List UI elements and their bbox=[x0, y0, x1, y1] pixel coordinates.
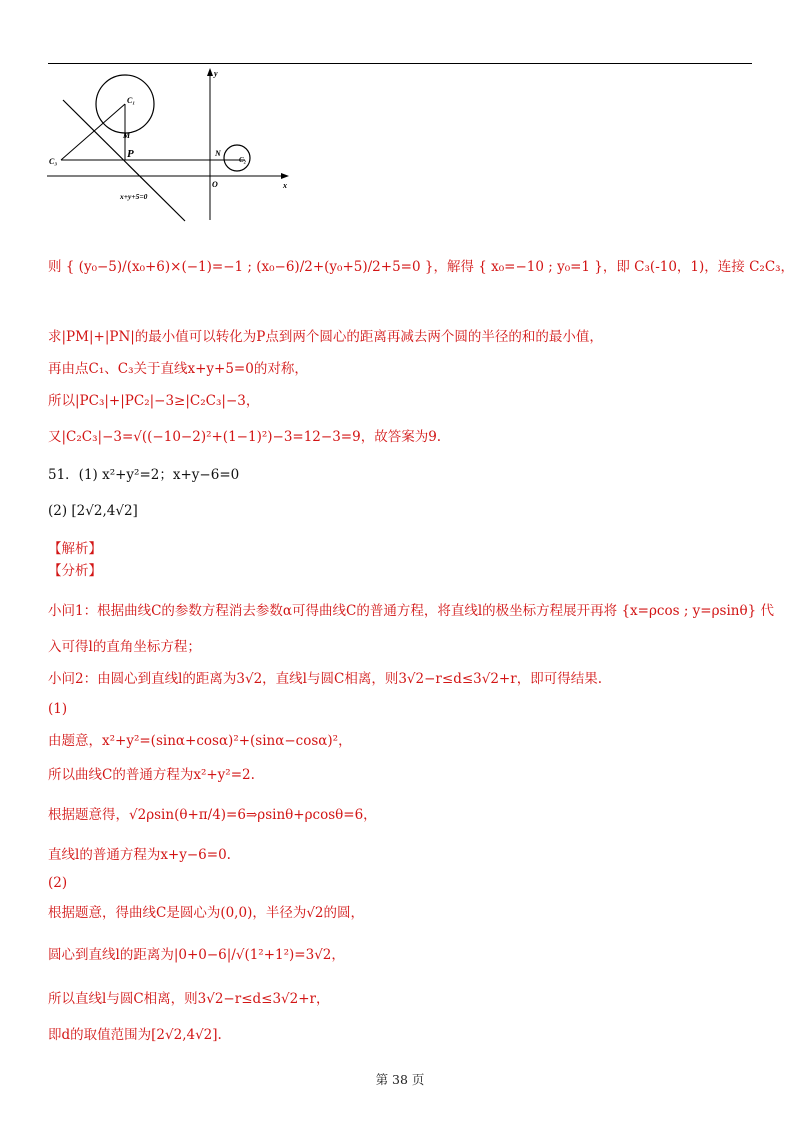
text-line-15: 所以曲线C的普通方程为x²+y²=2. bbox=[48, 767, 255, 783]
text-line-06: 51．(1) x²+y²=2；x+y−6=0 bbox=[48, 467, 240, 483]
text-line-13: (1) bbox=[48, 701, 68, 717]
text-line-19: 根据题意，得曲线C是圆心为(0,0)，半径为√2的圆， bbox=[48, 905, 365, 921]
text-line-03: 再由点C₁、C₃关于直线x+y+5=0的对称， bbox=[48, 361, 308, 377]
text-line-11: 入可得l的直角坐标方程； bbox=[48, 639, 201, 655]
text-line-04: 所以|PC₃|+|PC₂|−3≥|C₂C₃|−3， bbox=[48, 393, 260, 409]
text-line-14: 由题意，x²+y²=(sinα+cosα)²+(sinα−cosα)²， bbox=[48, 733, 352, 749]
label-origin: O bbox=[212, 180, 218, 189]
text-line-08: 【解析】 bbox=[48, 541, 102, 557]
geometry-figure bbox=[45, 66, 295, 224]
text-line-17: 直线l的普通方程为x+y−6=0. bbox=[48, 847, 231, 863]
text-line-12: 小问2：由圆心到直线l的距离为3√2，直线l与圆C相离，则3√2−r≤d≤3√2+r，即可得结果. bbox=[48, 671, 602, 687]
text-line-02: 求|PM|+|PN|的最小值可以转化为P点到两个圆心的距离再减去两个圆的半径的和的最小值， bbox=[48, 329, 603, 345]
text-line-07: (2) [2√2,4√2] bbox=[48, 503, 138, 519]
text-line-09: 【分析】 bbox=[48, 563, 102, 579]
label-p: P bbox=[127, 148, 134, 160]
text-line-20: 圆心到直线l的距离为|0+0−6|/√(1²+1²)=3√2， bbox=[48, 947, 345, 963]
header-rule bbox=[48, 63, 752, 64]
page-number: 第 38 页 bbox=[375, 1072, 425, 1087]
text-line-05: 又|C₂C₃|−3=√((−10−2)²+(1−1)²)−3=12−3=9，故答案为9. bbox=[48, 429, 442, 445]
text-line-21: 所以直线l与圆C相离，则3√2−r≤d≤3√2+r， bbox=[48, 991, 330, 1007]
y-axis-arrow bbox=[207, 68, 213, 76]
text-line-01: 则 { (y₀−5)/(x₀+6)×(−1)=−1 ; (x₀−6)/2+(y₀+5)/2+5=0 }，解得 { x₀=−10 ; y₀=1 }，即 C₃(-10，1)，连接 C₂C₃， bbox=[48, 259, 795, 275]
text-line-22: 即d的取值范围为[2√2,4√2]. bbox=[48, 1027, 222, 1043]
label-n: N bbox=[215, 149, 221, 158]
label-c2: C₂ bbox=[239, 156, 247, 164]
text-line-10: 小问1：根据曲线C的参数方程消去参数α可得曲线C的普通方程，将直线l的极坐标方程展开再将 {x=ρcos ; y=ρsinθ} 代 bbox=[48, 603, 774, 619]
label-c3: C₃ bbox=[49, 157, 58, 166]
x-axis-arrow bbox=[281, 173, 289, 179]
label-line: x+y+5=0 bbox=[120, 192, 148, 201]
label-m: M bbox=[123, 131, 131, 140]
text-line-16: 根据题意得，√2ρsin(θ+π/4)=6⇒ρsinθ+ρcosθ=6， bbox=[48, 807, 377, 823]
label-x: x bbox=[283, 181, 287, 190]
label-c1: C₁ bbox=[127, 96, 136, 105]
label-y: y bbox=[214, 69, 218, 78]
text-line-18: (2) bbox=[48, 875, 68, 891]
